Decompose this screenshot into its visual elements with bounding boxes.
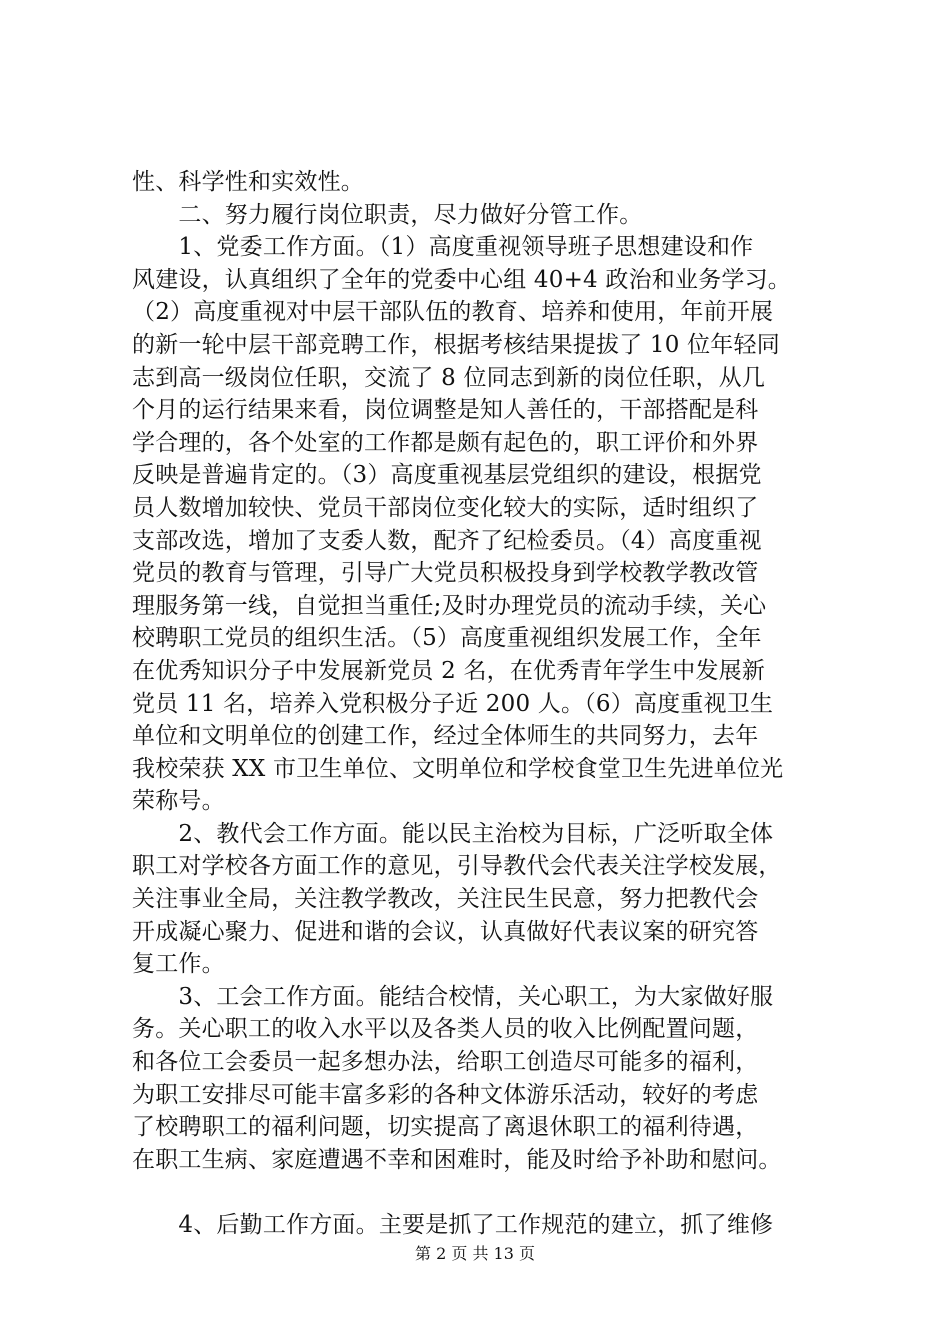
text-line: 4、后勤工作方面。主要是抓了工作规范的建立，抓了维修 xyxy=(132,1212,774,1238)
text-line: 务。关心职工的收入水平以及各类人员的收入比例配置问题， xyxy=(132,1016,759,1043)
text-line: 党员 11 名，培养入党积极分子近 200 人。（6）高度重视卫生 xyxy=(132,690,774,717)
text-line: 1、党委工作方面。（1）高度重视领导班子思想建设和作 xyxy=(132,234,754,261)
text-line: 学合理的，各个处室的工作都是颇有起色的，职工评价和外界 xyxy=(132,429,759,456)
text-line: 员人数增加较快、党员干部岗位变化较大的实际，适时组织了 xyxy=(132,494,759,521)
section-heading: 二、努力履行岗位职责，尽力做好分管工作。 xyxy=(132,201,643,228)
text-line: 校聘职工党员的组织生活。（5）高度重视组织发展工作，全年 xyxy=(132,625,762,652)
text-line: 复工作。 xyxy=(132,951,225,978)
text-line: 志到高一级岗位任职，交流了 8 位同志到新的岗位任职，从几 xyxy=(132,364,766,391)
text-line: 个月的运行结果来看，岗位调整是知人善任的，干部搭配是科 xyxy=(132,397,759,424)
text-line: 关注事业全局，关注教学教改，关注民生民意，努力把教代会 xyxy=(132,886,759,913)
text-line: 3、工会工作方面。能结合校情，关心职工，为大家做好服 xyxy=(132,983,774,1010)
text-line: 党员的教育与管理，引导广大党员积极投身到学校教学教改管 xyxy=(132,560,759,587)
text-line: 职工对学校各方面工作的意见，引导教代会代表关注学校发展， xyxy=(132,853,782,880)
text-line: 了校聘职工的福利问题，切实提高了离退休职工的福利待遇， xyxy=(132,1114,759,1141)
text-line: 我校荣获 XX 市卫生单位、文明单位和学校食堂卫生先进单位光 xyxy=(132,755,784,782)
text-line: 在优秀知识分子中发展新党员 2 名，在优秀青年学生中发展新 xyxy=(132,657,766,684)
text-line: 风建设，认真组织了全年的党委中心组 40+4 政治和业务学习。 xyxy=(132,266,791,293)
paragraph-gap xyxy=(132,1176,832,1209)
text-line: 性、科学性和实效性。 xyxy=(132,169,364,195)
text-line: 2、教代会工作方面。能以民主治校为目标，广泛听取全体 xyxy=(132,820,774,847)
text-line: 和各位工会委员一起多想办法，给职工创造尽可能多的福利， xyxy=(132,1049,759,1076)
text-line: 在职工生病、家庭遭遇不幸和困难时，能及时给予补助和慰问。 xyxy=(132,1146,782,1173)
text-line: （2）高度重视对中层干部队伍的教育、培养和使用，年前开展 xyxy=(132,299,774,326)
text-line: 开成凝心聚力、促进和谐的会议，认真做好代表议案的研究答 xyxy=(132,918,759,945)
page-number: 第 2 页 共 13 页 xyxy=(415,1244,535,1263)
text-line: 的新一轮中层干部竞聘工作，根据考核结果提拔了 10 位年轻同 xyxy=(132,331,780,358)
text-line: 理服务第一线，自觉担当重任;及时办理党员的流动手续，关心 xyxy=(132,592,767,619)
page-footer xyxy=(0,1244,950,1264)
text-line: 反映是普遍肯定的。（3）高度重视基层党组织的建设，根据党 xyxy=(132,462,762,489)
text-line: 荣称号。 xyxy=(132,788,225,815)
document-body xyxy=(132,166,832,1242)
text-line: 单位和文明单位的创建工作，经过全体师生的共同努力，去年 xyxy=(132,723,759,750)
text-line: 为职工安排尽可能丰富多彩的各种文体游乐活动，较好的考虑 xyxy=(132,1081,759,1108)
text-line: 支部改选，增加了支委人数，配齐了纪检委员。（4）高度重视 xyxy=(132,527,762,554)
